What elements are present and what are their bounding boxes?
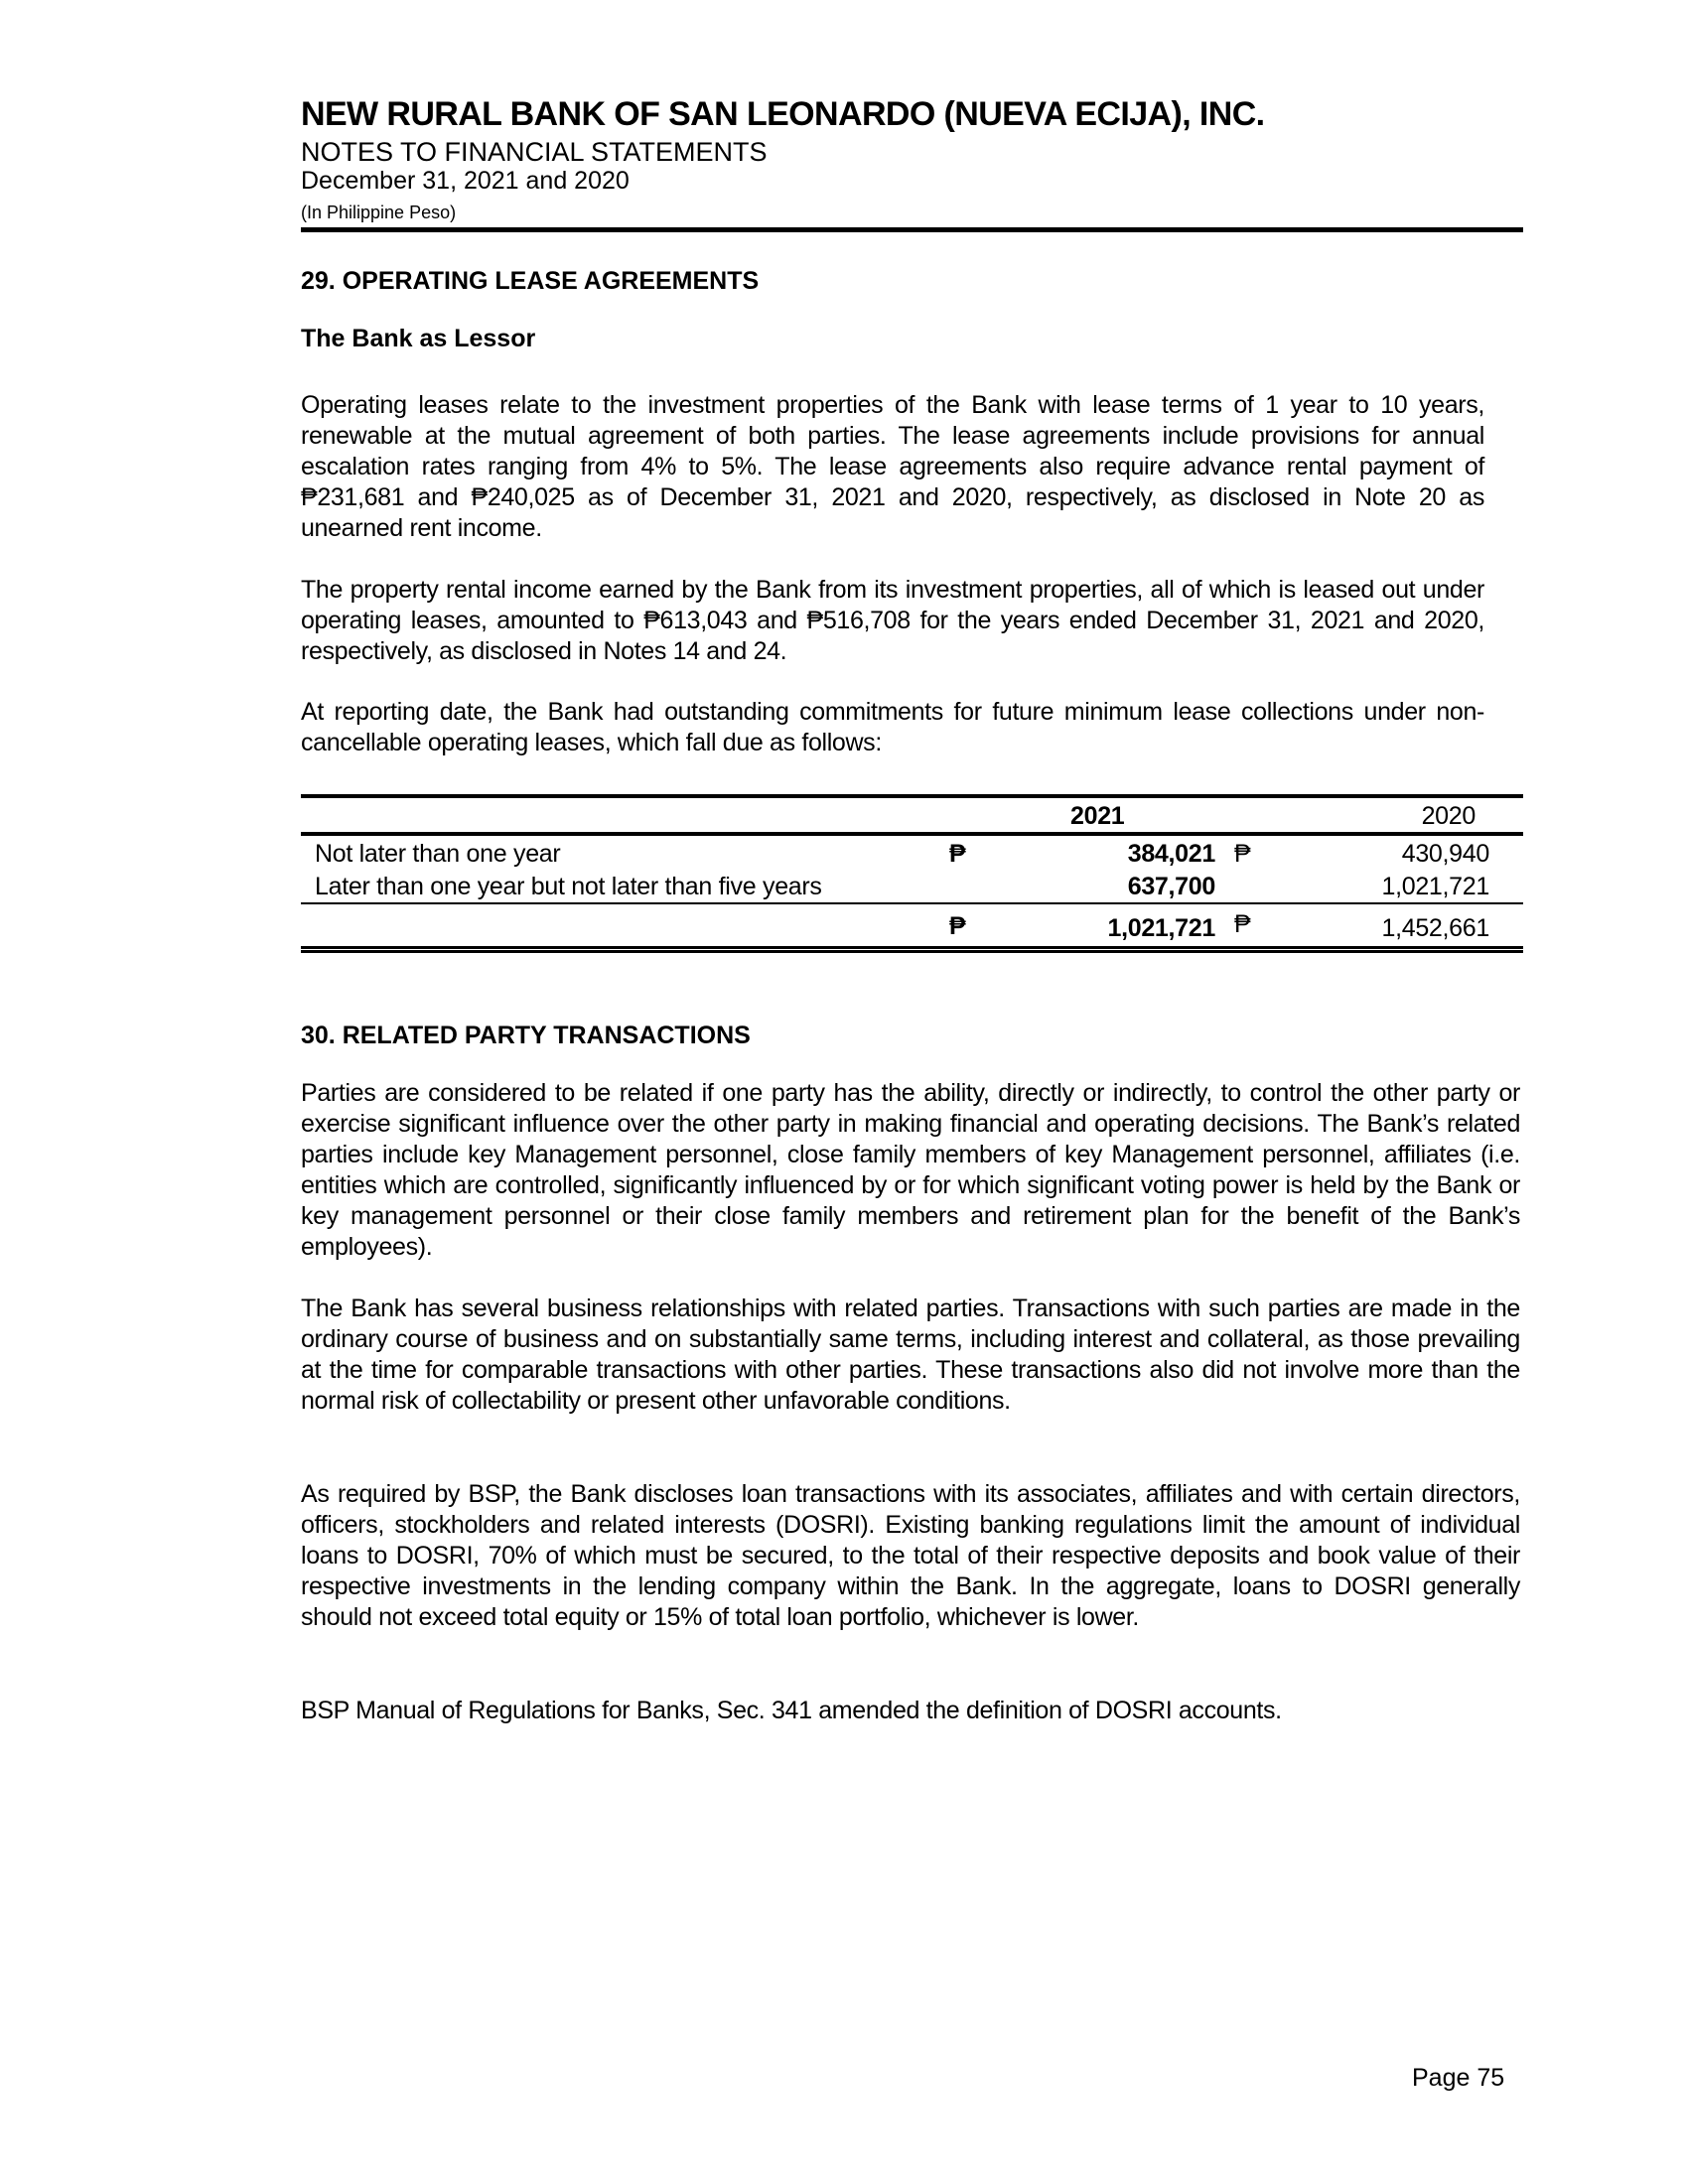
value-2021: 384,021 — [1127, 840, 1215, 868]
section-30-heading: 30. RELATED PARTY TRANSACTIONS — [301, 1022, 751, 1049]
section-29-paragraph-2: The property rental income earned by the Bank from its investment properties, all of which is leased out under operating leases, amounted to ₱613,043 and ₱516,708 for the years ended December 31, 2021 and 2020, respectively, as disclosed in Notes 14 and 24. — [301, 576, 1484, 665]
reporting-period: December 31, 2021 and 2020 — [301, 167, 630, 195]
section-30-paragraph-1: Parties are considered to be related if one party has the ability, directly or indirectly, to control the other party or exercise significant influence over the other party in making financial and operating decisions. The Bank’s related parties include key Management personnel, close family members of key Management personnel, affiliates (i.e. entities which are controlled, significantly influenced by or for which significant voting power is held by the Bank or key management personnel or their close family members and retirement plan for the benefit of the Bank’s employees). — [301, 1079, 1520, 1261]
lease-commitments-table — [301, 794, 1523, 953]
peso-sign-icon: ₱ — [949, 912, 966, 940]
table-row — [301, 869, 1523, 902]
total-2021: 1,021,721 — [1107, 914, 1215, 942]
section-30-paragraph-2: The Bank has several business relationships with related parties. Transactions with such parties are made in the ordinary course of business and on substantially same terms, including interest and collateral, as those prevailing at the time for comparable transactions with other parties. These transactions also did not involve more than the normal risk of collectability or present other unfavorable conditions. — [301, 1295, 1520, 1415]
section-29-subheading: The Bank as Lessor — [301, 325, 536, 352]
section-30-paragraph-3: As required by BSP, the Bank discloses loan transactions with its associates, affiliates and with certain directors, officers, stockholders and related interests (DOSRI). Existing banking regulations limit the amount of individual loans to DOSRI, 70% of which must be secured, to the total of their respective deposits and book value of their respective investments in the lending company within the Bank. In the aggregate, loans to DOSRI generally should not exceed total equity or 15% of total loan portfolio, whichever is lower. — [301, 1480, 1520, 1631]
table-double-rule — [301, 946, 1523, 953]
section-29-heading: 29. OPERATING LEASE AGREEMENTS — [301, 267, 760, 295]
company-name: NEW RURAL BANK OF SAN LEONARDO (NUEVA ECIJA), INC. — [301, 95, 1265, 133]
peso-sign-icon: ₱ — [949, 840, 966, 868]
page-number: Page 75 — [1412, 2064, 1505, 2092]
value-2020: 430,940 — [1401, 840, 1489, 868]
column-header-2020: 2020 — [1421, 802, 1476, 830]
section-29-paragraph-3: At reporting date, the Bank had outstanding commitments for future minimum lease collections under non-cancellable operating leases, which fall due as follows: — [301, 698, 1484, 756]
table-total-row — [301, 904, 1523, 946]
currency-note: (In Philippine Peso) — [301, 203, 457, 222]
table-header-row — [301, 798, 1523, 832]
column-header-2021: 2021 — [1070, 802, 1125, 830]
peso-sign-icon: ₱ — [1234, 910, 1251, 938]
value-2020: 1,021,721 — [1381, 873, 1489, 900]
peso-sign-icon: ₱ — [1234, 840, 1251, 868]
total-2020: 1,452,661 — [1381, 914, 1489, 942]
row-label: Later than one year but not later than five years — [315, 873, 822, 900]
header-divider — [301, 227, 1523, 232]
document-title: NOTES TO FINANCIAL STATEMENTS — [301, 137, 768, 167]
table-row — [301, 836, 1523, 869]
section-29-paragraph-1: Operating leases relate to the investment properties of the Bank with lease terms of 1 year to 10 years, renewable at the mutual agreement of both parties. The lease agreements include provisions for annual escalation rates ranging from 4% to 5%. The lease agreements also require advance rental payment of ₱231,681 and ₱240,025 as of December 31, 2021 and 2020, respectively, as disclosed in Note 20 as unearned rent income. — [301, 391, 1484, 542]
value-2021: 637,700 — [1127, 873, 1215, 900]
section-30-paragraph-4: BSP Manual of Regulations for Banks, Sec. 341 amended the definition of DOSRI accounts. — [301, 1697, 1282, 1724]
row-label: Not later than one year — [315, 840, 561, 868]
